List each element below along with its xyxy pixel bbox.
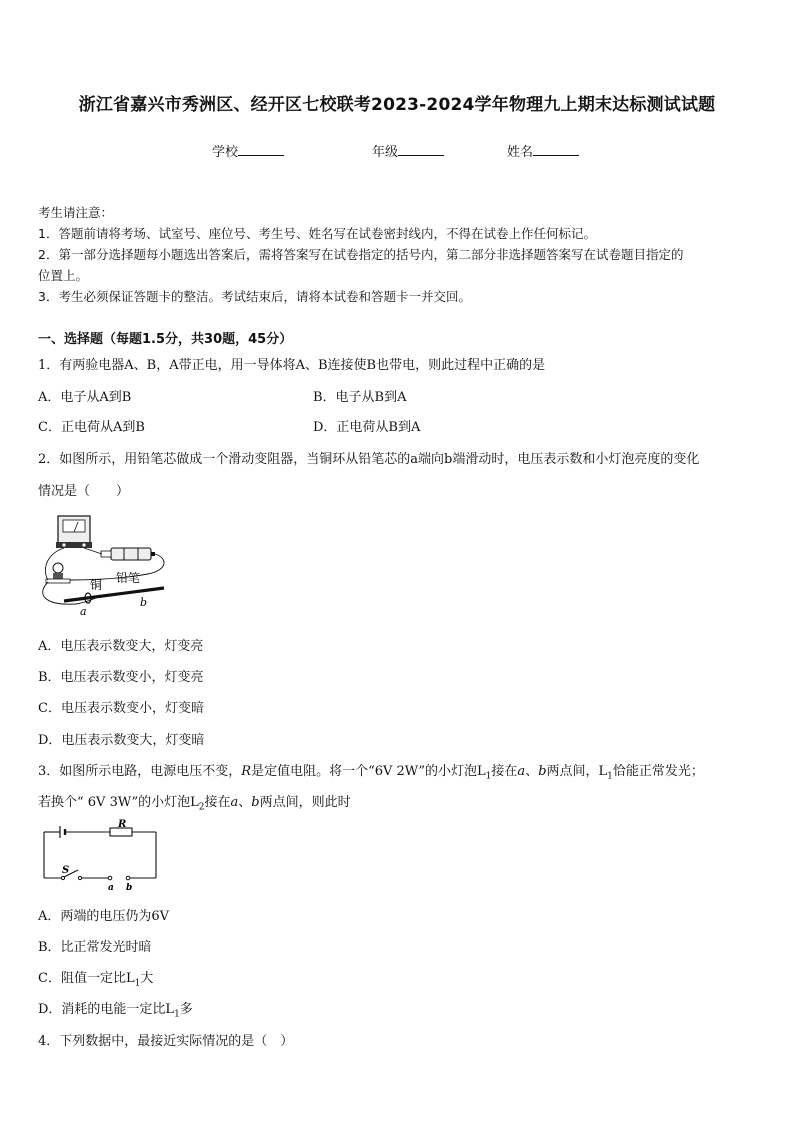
q2-option-b: B．电压表示数变小，灯变亮 [38,670,204,685]
q2-option-a: A．电压表示数变大，灯变亮 [38,639,204,654]
label-a: a [80,605,87,618]
q1-option-d: D．正电荷从B到A [313,420,421,435]
q3-text-8: 两点间，则此时 [259,795,351,810]
q1-stem: 1．有两验电器A、B，A带正电，用一导体将A、B连接使B也带电，则此过程中正确的是 [38,358,546,373]
notice-item-2: 2．第一部分选择题每小题选出答案后，需将答案写在试卷指定的括号内，第二部分非选择题答案写在试卷题目指定的 [38,247,684,262]
name-field [507,141,579,160]
q3-stem-line2 [38,791,351,813]
q3-sub-3: 2 [198,802,205,813]
q3-point-b: b [538,764,547,779]
q3-symbol-R: R [241,764,252,779]
q3-option-d-sub: 1 [174,1009,180,1020]
label-b: b [126,883,133,892]
q3-sub-1: 1 [485,771,492,782]
label-R: R [118,819,127,830]
label-copper: 铜 [90,578,103,592]
q3-option-a: A．两端的电压仍为6V [38,909,170,924]
q3-text-2: 是定值电阻。将一个“6V 2W”的小灯泡L [251,764,486,779]
q3-text-6: 若换个“ 6V 3W”的小灯泡L [38,795,199,810]
q3-sub-2: 1 [607,771,613,782]
school-field [212,141,284,160]
q3-text-4: 两点间，L [546,764,608,779]
q1-option-a: A．电子从A到B [38,390,132,405]
q2-stem-line2: 情况是（ ） [38,484,130,499]
q2-stem-line1: 2．如图所示，用铅笔芯做成一个滑动变阻器，当铜环从铅笔芯的a端向b端滑动时，电压表示数和小灯泡亮度的变化 [38,452,700,467]
q3-point-b-2: b [251,795,260,810]
voltmeter-icon [56,516,92,548]
q3-option-c [38,967,153,989]
grade-field [372,141,444,160]
q3-circuit-figure [38,818,162,892]
q3-option-c-text: C．阻值一定比L [38,971,135,986]
q3-sep-2: 、 [238,795,252,810]
q3-text-7: 接在 [204,795,231,810]
section-heading: 一、选择题（每题1.5分，共30题，45分） [38,332,293,347]
label-pencil: 铅笔 [116,571,141,585]
label-a: a [108,883,114,892]
notice-title: 考生请注意： [38,205,114,220]
q1-option-b: B．电子从B到A [313,390,407,405]
school-blank [238,143,284,156]
q3-text-1: 3．如图所示电路，电源电压不变， [38,764,242,779]
q3-point-a-2: a [230,795,239,810]
bulb-icon [46,563,70,583]
notice-item-3: 3．考生必须保证答题卡的整洁。考试结束后，请将本试卷和答题卡一并交回。 [38,289,471,304]
notice-item-1: 1．答题前请将考场、试室号、座位号、考生号、姓名写在试卷密封线内，不得在试卷上作任何标记。 [38,226,596,241]
q3-option-d-text-2: 多 [179,1002,193,1017]
q3-option-d-text: D．消耗的电能一定比L [38,1002,175,1017]
label-b: b [140,596,148,609]
grade-blank [398,143,444,156]
pencil-lead [64,588,164,601]
q3-stem-line1 [38,760,704,782]
q3-option-c-sub: 1 [134,978,141,989]
name-blank [533,143,579,156]
grade-label: 年级 [372,145,399,160]
label-S: S [62,865,70,876]
q2-figure [36,508,176,620]
notice-item-2-cont: 位置上。 [38,268,89,283]
q3-option-b: B．比正常发光时暗 [38,940,152,955]
battery-icon [101,548,155,560]
q2-option-c: C．电压表示数变小，灯变暗 [38,701,204,716]
name-label: 姓名 [507,145,534,160]
school-label: 学校 [212,145,239,160]
q3-option-d [38,998,193,1020]
q3-text-3: 接在 [491,764,518,779]
q3-sep: 、 [525,764,539,779]
q1-option-c: C．正电荷从A到B [38,420,145,435]
q4-stem: 4．下列数据中，最接近实际情况的是（ ） [38,1034,294,1049]
q3-point-a: a [517,764,526,779]
q3-option-c-text-2: 大 [140,971,154,986]
q2-option-d: D．电压表示数变大，灯变暗 [38,733,205,748]
document-title: 浙江省嘉兴市秀洲区、经开区七校联考2023-2024学年物理九上期末达标测试试题 [78,95,716,115]
q3-text-5: 恰能正常发光； [612,764,704,779]
